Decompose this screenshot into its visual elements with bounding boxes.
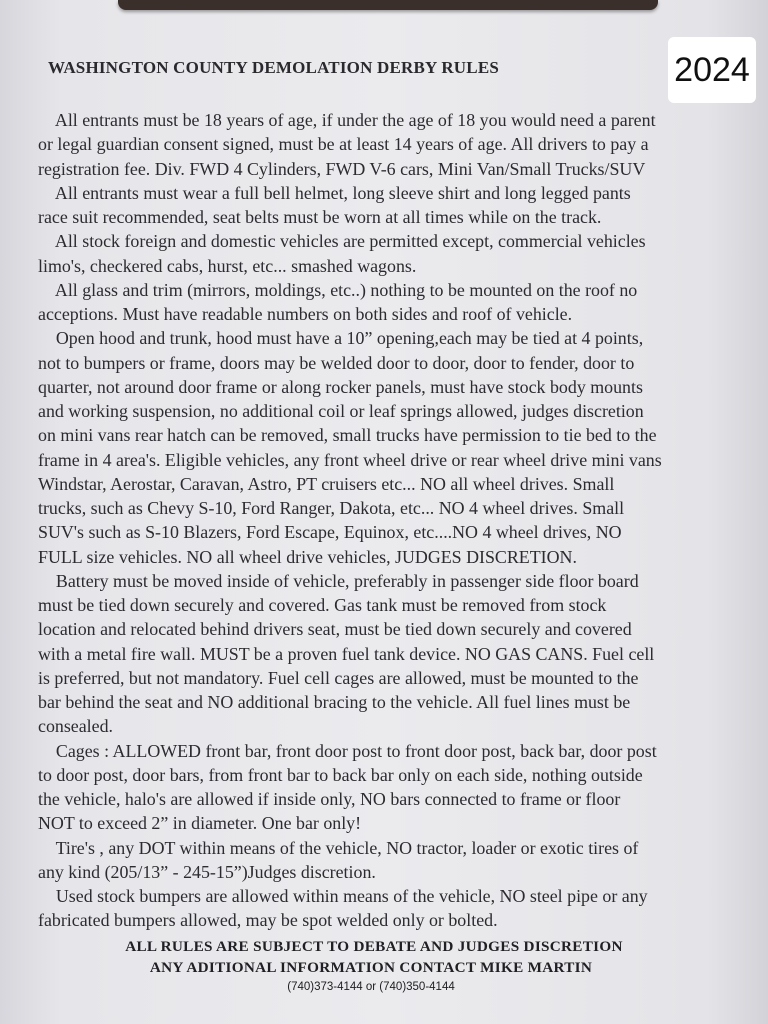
document-footer [0, 936, 768, 996]
rules-line: or legal guardian consent signed, must be at least 14 years of age. All drivers to pay a [38, 134, 649, 155]
rules-line: Battery must be moved inside of vehicle, preferably in passenger side floor board [38, 570, 639, 591]
rules-line: Open hood and trunk, hood must have a 10” opening,each may be tied at 4 points, [38, 328, 644, 349]
rules-line: Used stock bumpers are allowed within means of the vehicle, NO steel pipe or any [38, 886, 648, 906]
rules-line: registration fee. Div. FWD 4 Cylinders, FWD V-6 cars, Mini Van/Small Trucks/SUV [38, 158, 646, 179]
rules-line: All entrants must wear a full bell helmet, long sleeve shirt and long legged pants [38, 182, 631, 203]
rules-line: All entrants must be 18 years of age, if under the age of 18 you would need a parent [38, 110, 656, 130]
rules-line: SUV's such as S-10 Blazers, Ford Escape, Equinox, etc....NO 4 wheel drives, NO [38, 522, 622, 543]
footer-contact: ANY ADITIONAL INFORMATION CONTACT MIKE MARTIN [149, 959, 593, 976]
rules-line: not to bumpers or frame, doors may be welded door to door, door to fender, door to [38, 352, 635, 373]
rules-line: acceptions. Must have readable numbers on both sides and roof of vehicle. [38, 304, 573, 324]
rules-line: NOT to exceed 2” in diameter. One bar only! [38, 813, 362, 834]
rules-line: is preferred, but not mandatory. Fuel cell cages are allowed, must be mounted to the [38, 667, 639, 688]
rules-line: Cages : ALLOWED front bar, front door post to front door post, back bar, door post [38, 740, 657, 761]
rules-line: any kind (205/13” - 245-15”)Judges discretion. [38, 861, 376, 882]
rules-line: with a metal fire wall. MUST be a proven fuel tank device. NO GAS CANS. Fuel cell [38, 643, 655, 664]
rules-line: bar behind the seat and NO additional bracing to the vehicle. All fuel lines must be [38, 692, 631, 712]
rules-line: to door post, door bars, from front bar to back bar only on each side, nothing outside [38, 764, 643, 785]
year-badge: 2024 [668, 37, 756, 103]
rules-body [38, 108, 758, 933]
rules-line: and working suspension, no additional coil or leaf springs allowed, judges discretion [38, 401, 644, 421]
rules-line: race suit recommended, seat belts must be worn at all times while on the track. [38, 207, 602, 227]
rules-line: All stock foreign and domestic vehicles are permitted except, commercial vehicles [38, 231, 646, 252]
rules-line: Windstar, Aerostar, Caravan, Astro, PT cruisers etc... NO all wheel drives. Small [38, 473, 615, 494]
rules-line: All glass and trim (mirrors, moldings, etc..) nothing to be mounted on the roof no [38, 279, 638, 300]
rules-line: FULL size vehicles. NO all wheel drive vehicles, JUDGES DISCRETION. [38, 546, 577, 567]
rules-line: quarter, not around door frame or along rocker panels, must have stock body mounts [38, 376, 643, 397]
rules-line: on mini vans rear hatch can be removed, small trucks have permission to tie bed to the [38, 425, 657, 446]
rules-line: fabricated bumpers allowed, may be spot welded only or bolted. [38, 910, 498, 931]
rules-line: consealed. [38, 716, 114, 737]
rules-line: Tire's , any DOT within means of the vehicle, NO tractor, loader or exotic tires of [38, 837, 639, 858]
rules-line: the vehicle, halo's are allowed if inside only, NO bars connected to frame or floor [38, 789, 621, 809]
rules-line: trucks, such as Chevy S-10, Ford Ranger, Dakota, etc... NO 4 wheel drives. Small [38, 498, 625, 518]
rules-line: must be tied down securely and covered. Gas tank must be removed from stock [38, 595, 607, 615]
rules-line: frame in 4 area's. Eligible vehicles, any front wheel drive or rear wheel drive mini vans [38, 449, 662, 470]
footer-phone-numbers: (740)373-4144 or (740)350-4144 [287, 981, 455, 993]
rules-line: limo's, checkered cabs, hurst, etc... smashed wagons. [38, 255, 417, 276]
clipboard-clip [118, 0, 658, 10]
rules-line: location and relocated behind drivers seat, must be tied down securely and covered [38, 619, 632, 640]
footer-disclaimer: ALL RULES ARE SUBJECT TO DEBATE AND JUDGES DISCRETION [125, 938, 623, 955]
document-title: WASHINGTON COUNTY DEMOLATION DERBY RULES [48, 58, 500, 77]
